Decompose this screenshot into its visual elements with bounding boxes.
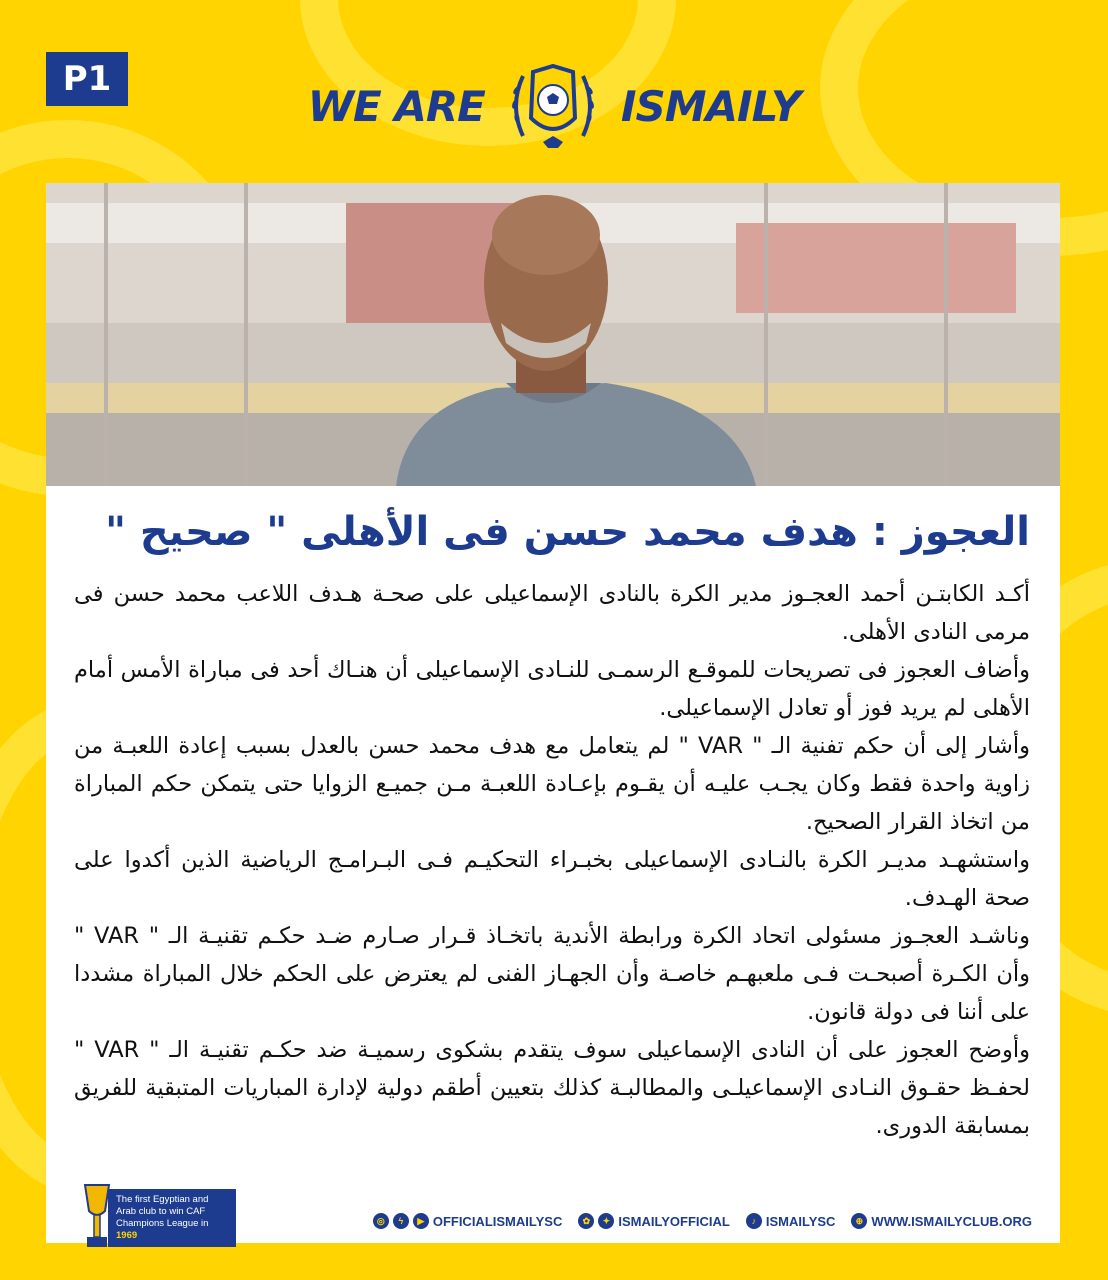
social-group-3[interactable] [746, 1213, 836, 1229]
article-body [74, 575, 1030, 1145]
article-paragraph: أكـد الكابتـن أحمد العجـوز مدير الكرة بالنادى الإسماعيلى على صحـة هـدف اللاعب محمد حسن فى مرمى النادى الأهلى. [74, 581, 1030, 645]
article-paragraph: وأوضح العجوز على أن النادى الإسماعيلى سوف يتقدم بشكوى رسميـة ضد حكـم تقنيـة الـ " VAR " لحفـظ حقـوق النـادى الإسماعيلـى والمطالبـة كذلك بتعيين أطقم دولية لإدارة المباريات المتبقية للفريق بمسابقة الدورى. [74, 1037, 1030, 1139]
social-handle-2[interactable]: ISMAILYOFFICIAL [618, 1213, 730, 1229]
champions-year: 1969 [116, 1230, 138, 1241]
champions-caption: The first Egyptian and Arab club to win CAF Champions League in [116, 1194, 209, 1229]
social-handle-1[interactable]: OFFICIALISMAILYSC [432, 1213, 563, 1229]
social-links [373, 1213, 1032, 1229]
article-paragraph: وأضاف العجوز فى تصريحات للموقـع الرسمـى للنـادى الإسماعيلى أن هنـاك أحد فى مباراة الأمس أمام الأهلى لم يريد فوز أو تعادل الإسماعيلى. [74, 657, 1030, 721]
website-link[interactable]: WWW.ISMAILYCLUB.ORG [871, 1213, 1032, 1229]
social-handle-3[interactable]: ISMAILYSC [765, 1213, 836, 1229]
snapchat-icon: ✿ [578, 1213, 594, 1229]
website-group[interactable] [851, 1213, 1032, 1229]
social-group-1[interactable] [373, 1213, 563, 1229]
champions-text [108, 1189, 236, 1247]
social-group-2[interactable] [578, 1213, 729, 1229]
page-badge: P1 [46, 52, 128, 106]
article-title: العجوز : هدف محمد حسن فى الأهلى " صحيح " [105, 509, 1030, 555]
club-crest-icon [503, 56, 603, 156]
footer [0, 1175, 1108, 1275]
article-paragraph: واستشهـد مديـر الكرة بالنـادى الإسماعيلى بخبـراء التحكيـم فـى البـرامـج الرياضية الذين أكدوا على صحة الهـدف. [74, 847, 1030, 911]
twitter-icon: ✦ [598, 1213, 614, 1229]
article-paragraph: وأشار إلى أن حكم تفنية الـ " VAR " لم يتعامل مع هدف محمد حسن بالعدل بسبب إعادة اللعبـة من زاوية واحدة فقط وكان يجـب عليـه أن يقـوم بإعـادة اللعبـة مـن جميـع الزوايا حتى يتمكن حكم المباراة من اتخاذ القرار الصحيح. [74, 733, 1030, 835]
brand-text-right: ISMAILY [620, 81, 801, 131]
brand-text-left: WE ARE [307, 81, 485, 131]
messenger-icon: ϟ [393, 1213, 409, 1229]
instagram-icon: ◎ [373, 1213, 389, 1229]
article-photo [46, 183, 1060, 486]
tiktok-icon: ♪ [746, 1213, 762, 1229]
article-card [46, 183, 1060, 1243]
article-paragraph: وناشـد العجـوز مسئولى اتحاد الكرة ورابطة الأندية باتخـاذ قـرار صـارم ضـد حكـم تقنيـة الـ " VAR " وأن الكـرة أصبحـت فـى ملعبهـم خاصـة وأن الجهـاز الفنى لم يعترض على الحكم خلال المباراة مشددا على أننا فى دولة قانون. [74, 923, 1030, 1025]
youtube-icon: ▶ [413, 1213, 429, 1229]
globe-icon: ⊕ [851, 1213, 867, 1229]
brand-header [0, 56, 1108, 156]
champions-badge [82, 1181, 236, 1255]
